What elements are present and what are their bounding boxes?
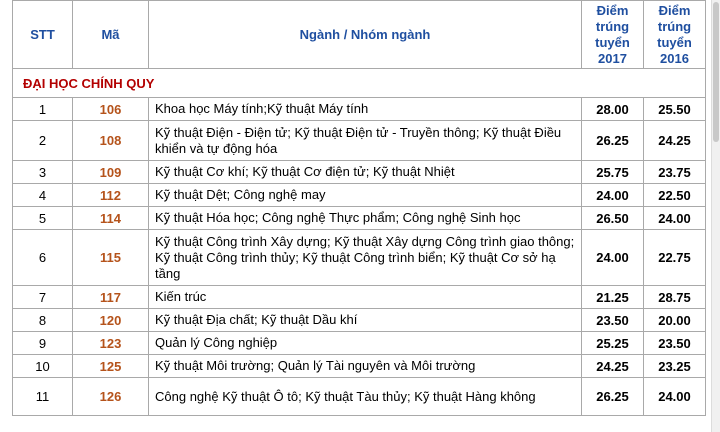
- row-nganh: Kỹ thuật Dệt; Công nghệ may: [149, 184, 582, 207]
- header-2017-line: tuyển: [595, 34, 630, 50]
- header-2016-line: 2016: [660, 50, 689, 66]
- header-2017-line: Điểm: [596, 2, 629, 18]
- row-nganh: Kỹ thuật Môi trường; Quản lý Tài nguyên và Môi trường: [149, 355, 582, 378]
- admission-scores-table: [12, 0, 706, 416]
- row-diem-2016: 23.75: [644, 161, 706, 184]
- row-ma: 106: [73, 98, 149, 121]
- table-row: [13, 230, 706, 286]
- header-stt: STT: [13, 1, 73, 69]
- row-nganh: Quản lý Công nghiệp: [149, 332, 582, 355]
- header-diem-2016: [644, 1, 706, 69]
- header-ma: Mã: [73, 1, 149, 69]
- row-diem-2017: 26.50: [582, 207, 644, 230]
- table-header-row: [13, 1, 706, 69]
- row-diem-2017: 23.50: [582, 309, 644, 332]
- table-row: [13, 98, 706, 121]
- header-2017-line: 2017: [598, 50, 627, 66]
- row-nganh: Khoa học Máy tính;Kỹ thuật Máy tính: [149, 98, 582, 121]
- row-diem-2016: 25.50: [644, 98, 706, 121]
- row-stt: 10: [13, 355, 73, 378]
- row-diem-2016: 28.75: [644, 286, 706, 309]
- row-diem-2016: 20.00: [644, 309, 706, 332]
- row-diem-2017: 26.25: [582, 121, 644, 161]
- row-ma: 109: [73, 161, 149, 184]
- header-2016-line: tuyển: [657, 34, 692, 50]
- table-row: [13, 332, 706, 355]
- row-nganh: Kỹ thuật Hóa học; Công nghệ Thực phẩm; Công nghệ Sinh học: [149, 207, 582, 230]
- row-diem-2016: 22.75: [644, 230, 706, 286]
- row-ma: 126: [73, 378, 149, 416]
- row-diem-2017: 25.75: [582, 161, 644, 184]
- header-nganh: Ngành / Nhóm ngành: [149, 1, 582, 69]
- section-row: [13, 69, 706, 98]
- table-row: [13, 207, 706, 230]
- row-ma: 117: [73, 286, 149, 309]
- scrollbar-thumb[interactable]: [713, 2, 719, 142]
- row-ma: 112: [73, 184, 149, 207]
- row-stt: 7: [13, 286, 73, 309]
- row-diem-2016: 23.25: [644, 355, 706, 378]
- row-nganh: Kỹ thuật Điện - Điện tử; Kỹ thuật Điện tử - Truyền thông; Kỹ thuật Điều khiển và tự động hóa: [149, 121, 582, 161]
- row-diem-2016: 24.00: [644, 378, 706, 416]
- row-nganh: Kiến trúc: [149, 286, 582, 309]
- row-diem-2016: 23.50: [644, 332, 706, 355]
- row-nganh: Kỹ thuật Cơ khí; Kỹ thuật Cơ điện tử; Kỹ thuật Nhiệt: [149, 161, 582, 184]
- row-diem-2017: 28.00: [582, 98, 644, 121]
- row-ma: 114: [73, 207, 149, 230]
- row-ma: 120: [73, 309, 149, 332]
- table-row: [13, 309, 706, 332]
- table-row: [13, 121, 706, 161]
- row-diem-2017: 24.25: [582, 355, 644, 378]
- row-ma: 108: [73, 121, 149, 161]
- section-title: ĐẠI HỌC CHÍNH QUY: [13, 69, 706, 98]
- row-diem-2016: 24.00: [644, 207, 706, 230]
- header-2016-line: trúng: [657, 18, 692, 34]
- table-row: [13, 378, 706, 416]
- row-stt: 2: [13, 121, 73, 161]
- row-stt: 8: [13, 309, 73, 332]
- row-stt: 6: [13, 230, 73, 286]
- row-stt: 9: [13, 332, 73, 355]
- header-diem-2017: [582, 1, 644, 69]
- row-nganh: Công nghệ Kỹ thuật Ô tô; Kỹ thuật Tàu thủy; Kỹ thuật Hàng không: [149, 378, 582, 416]
- vertical-scrollbar[interactable]: [711, 0, 720, 432]
- row-ma: 123: [73, 332, 149, 355]
- row-ma: 115: [73, 230, 149, 286]
- row-diem-2017: 25.25: [582, 332, 644, 355]
- row-stt: 1: [13, 98, 73, 121]
- row-stt: 11: [13, 378, 73, 416]
- header-2016-line: Điểm: [658, 2, 691, 18]
- row-ma: 125: [73, 355, 149, 378]
- row-nganh: Kỹ thuật Công trình Xây dựng; Kỹ thuật Xây dựng Công trình giao thông; Kỹ thuật Công trình thủy; Kỹ thuật Công trình biển; Kỹ thuật Cơ sở hạ tầng: [149, 230, 582, 286]
- table-row: [13, 161, 706, 184]
- row-diem-2016: 22.50: [644, 184, 706, 207]
- row-stt: 5: [13, 207, 73, 230]
- row-diem-2017: 21.25: [582, 286, 644, 309]
- header-2017-line: trúng: [595, 18, 630, 34]
- table-row: [13, 355, 706, 378]
- row-nganh: Kỹ thuật Địa chất; Kỹ thuật Dầu khí: [149, 309, 582, 332]
- row-diem-2016: 24.25: [644, 121, 706, 161]
- row-stt: 3: [13, 161, 73, 184]
- table-row: [13, 184, 706, 207]
- table-row: [13, 286, 706, 309]
- row-diem-2017: 24.00: [582, 184, 644, 207]
- row-diem-2017: 24.00: [582, 230, 644, 286]
- row-diem-2017: 26.25: [582, 378, 644, 416]
- row-stt: 4: [13, 184, 73, 207]
